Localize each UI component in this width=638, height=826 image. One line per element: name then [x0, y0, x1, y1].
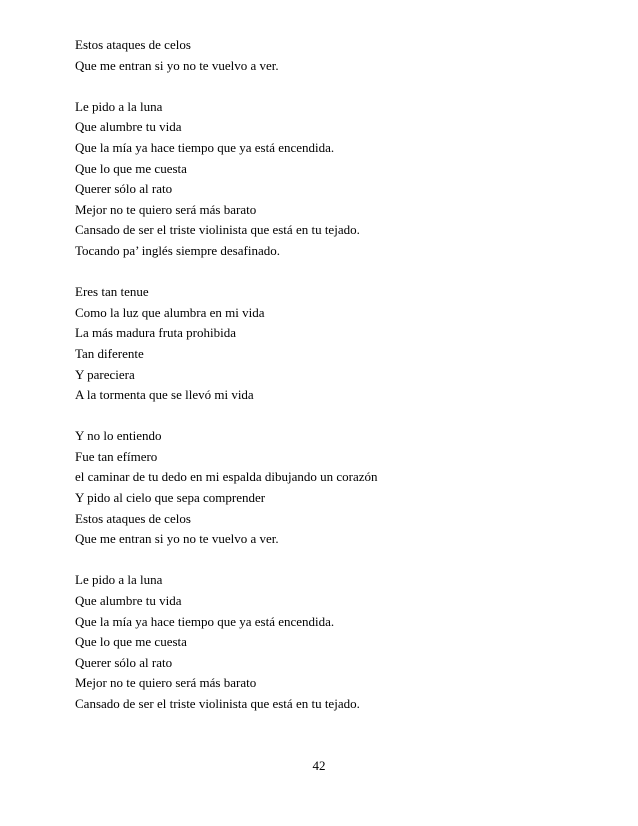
lyric-line: Querer sólo al rato [75, 181, 173, 197]
lyric-line: Que lo que me cuesta [75, 160, 187, 176]
lyric-line: Fue tan efímero [75, 448, 158, 464]
stanza-1 [75, 35, 595, 76]
lyric-line: Tocando pa’ inglés siempre desafinado. [75, 242, 280, 258]
lyric-line: Que alumbre tu vida [75, 119, 182, 135]
lyric-line: Eres tan tenue [75, 284, 149, 300]
lyric-line: Le pido a la luna [75, 572, 163, 588]
stanza-2 [75, 97, 595, 262]
lyric-line: Estos ataques de celos [75, 37, 191, 52]
lyric-line: Cansado de ser el triste violinista que está en tu tejado. [75, 696, 360, 711]
lyric-line: Tan diferente [75, 345, 144, 361]
lyric-line: Querer sólo al rato [75, 654, 173, 670]
stanza-3 [75, 282, 595, 406]
lyric-line: Que alumbre tu vida [75, 593, 182, 609]
lyric-line: Que me entran si yo no te vuelvo a ver. [75, 57, 279, 73]
lyric-line: Mejor no te quiero será más barato [75, 675, 257, 691]
lyric-line: A la tormenta que se llevó mi vida [75, 387, 254, 403]
lyric-line: Y pareciera [75, 366, 135, 382]
lyric-line: Y pido al cielo que sepa comprender [75, 490, 266, 506]
lyric-line: Estos ataques de celos [75, 510, 191, 526]
stanza-5 [75, 570, 595, 714]
lyrics-body [75, 35, 595, 735]
lyric-line: Que me entran si yo no te vuelvo a ver. [75, 531, 279, 547]
lyric-line: Que la mía ya hace tiempo que ya está encendida. [75, 613, 335, 629]
lyric-line: el caminar de tu dedo en mi espalda dibujando un corazón [75, 469, 378, 485]
page-number-text: 42 [312, 758, 326, 773]
lyric-line: Mejor no te quiero será más barato [75, 201, 257, 217]
lyric-line: Y no lo entiendo [75, 428, 162, 444]
page-number [0, 758, 638, 774]
lyric-line: Le pido a la luna [75, 98, 163, 114]
lyric-line: La más madura fruta prohibida [75, 325, 236, 341]
lyric-line: Cansado de ser el triste violinista que está en tu tejado. [75, 222, 360, 238]
lyric-line: Como la luz que alumbra en mi vida [75, 304, 265, 320]
stanza-4 [75, 426, 595, 550]
lyric-line: Que la mía ya hace tiempo que ya está encendida. [75, 139, 335, 155]
lyric-line: Que lo que me cuesta [75, 634, 187, 650]
